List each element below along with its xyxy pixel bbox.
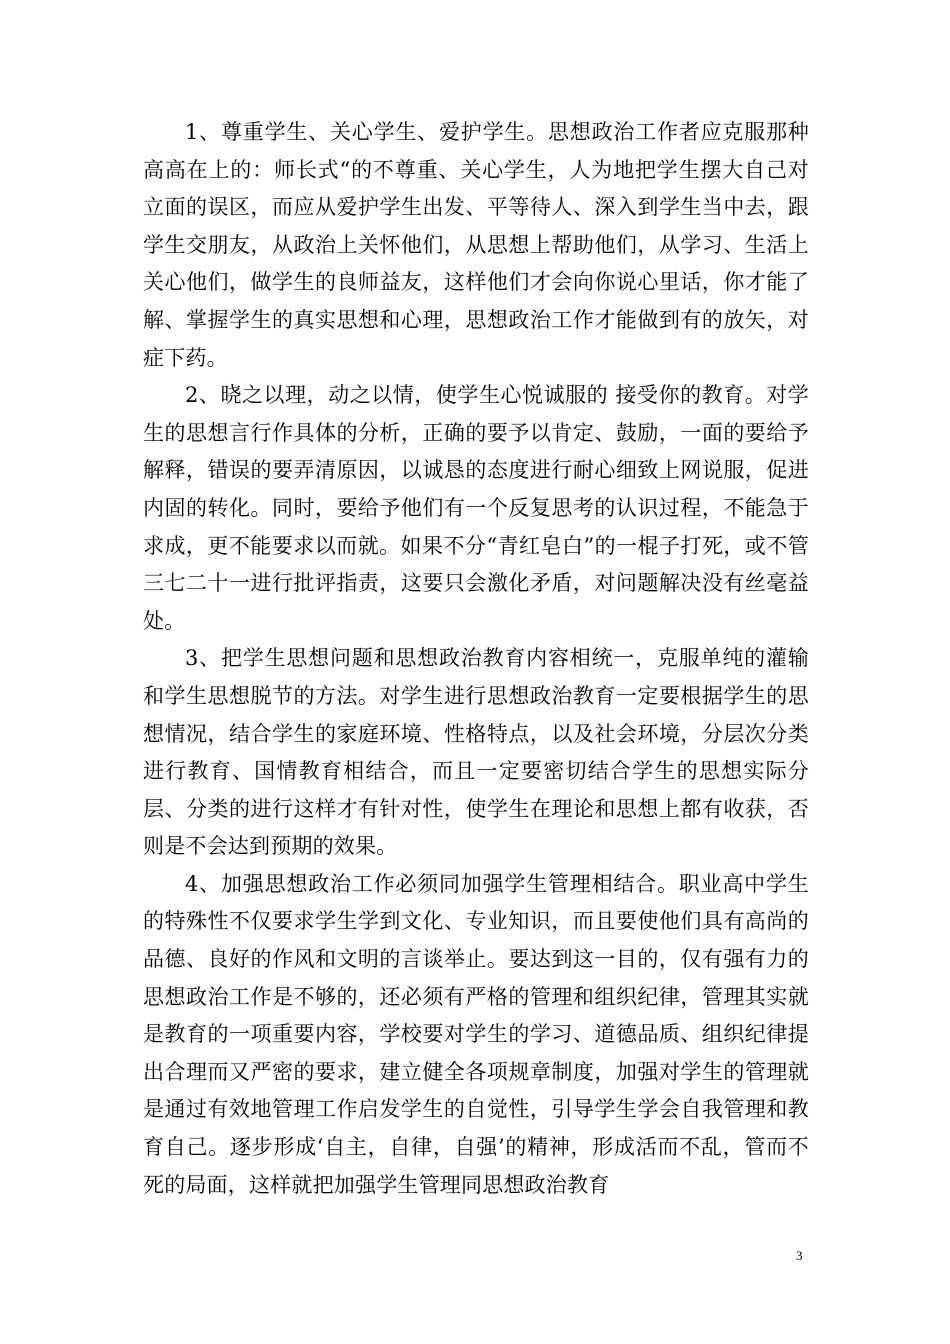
paragraph-3: 3、把学生思想问题和思想政治教育内容相统一，克服单纯的灌输和学生思想脱节的方法。对学生进行思想政治教育一定要根据学生的思想情况，结合学生的家庭环境、性格特点，以及社会环境，分层次分类进行教育、国情教育相结合，而且一定要密切结合学生的思想实际分层、分类的进行这样才有针对性，使学生在理论和思想上都有收获，否则是不会达到预期的效果。: [143, 646, 809, 859]
paragraph-1: 1、尊重学生、关心学生、爱护学生。思想政治工作者应克服那种高高在上的：师长式“的不尊重、关心学生，人为地把学生摆大自己对立面的误区，而应从爱护学生出发、平等待人、深入到学生当中去，跟学生交朋友，从政治上关怀他们，从思想上帮助他们，从学习、生活上关心他们，做学生的良师益友，这样他们才会向你说心里话，你才能了解、掌握学生的真实思想和心理，思想政治工作才能做到有的放矢，对症下药。: [143, 120, 809, 370]
paragraph-2: 2、晓之以理，动之以情，使学生心悦诚服的 接受你的教育。对学生的思想言行作具体的分析，正确的要予以肯定、鼓励，一面的要给予解释，错误的要弄清原因，以诚恳的态度进行耐心细致上网说服，促进内固的转化。同时，要给予他们有一个反复思考的认识过程，不能急于求成，更不能要求以而就。如果不分“青红皂白”的一棍子打死，或不管三七二十一进行批评指责，这要只会激化矛盾，对问题解决没有丝毫益处。: [143, 383, 809, 633]
paragraph-4: 4、加强思想政治工作必须同加强学生管理相结合。职业高中学生的特殊性不仅要求学生学到文化、专业知识，而且要使他们具有高尚的品德、良好的作风和文明的言谈举止。要达到这一目的，仅有强有力的思想政治工作是不够的，还必须有严格的管理和组织纪律，管理其实就是教育的一项重要内容，学校要对学生的学习、道德品质、组织纪律提出合理而又严密的要求，建立健全各项规章制度，加强对学生的管理就是通过有效地管理工作启发学生的自觉性，引导学生学会自我管理和教育自己。逐步形成‘自主，自律，自强’的精神，形成活而不乱，管而不死的局面，这样就把加强学生管理同思想政治教育: [143, 871, 809, 1197]
page-number: 3: [796, 1248, 803, 1263]
body-text: [143, 114, 809, 1204]
